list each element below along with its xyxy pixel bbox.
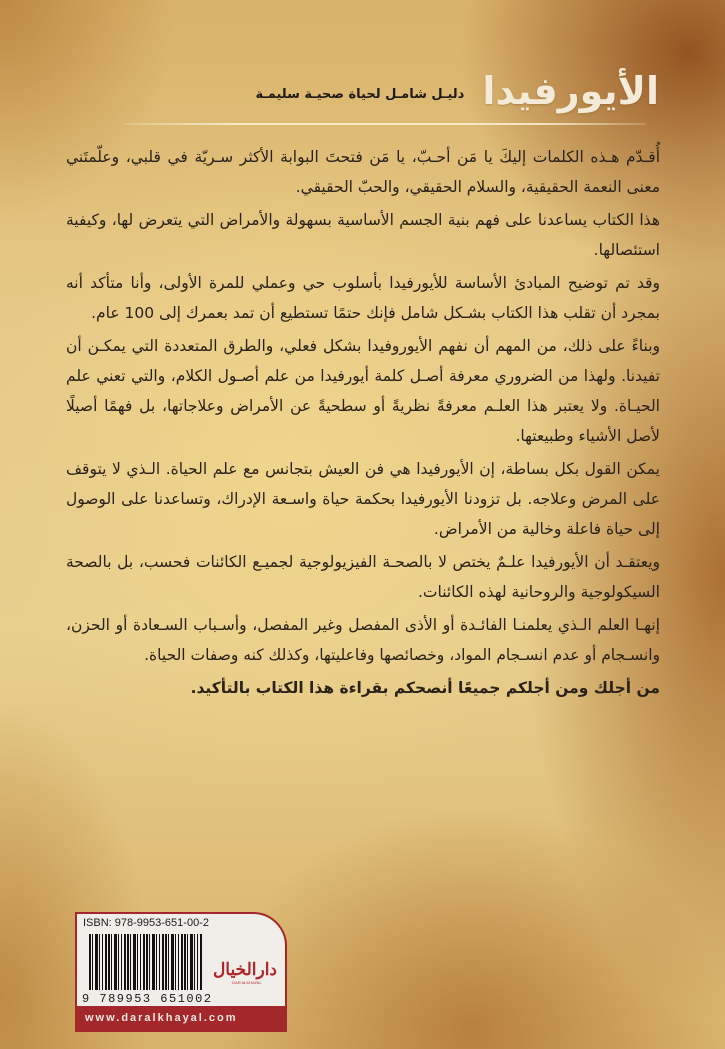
paragraph: وقد تم توضيح المبادئ الأساسة للأيورفيدا بأسلوب حي وعملي للمرة الأولى، وأنا متأكد أنه بمجرد أن تقلب هذا الكتاب بشـكل شامل فإنك حتمًا تستطيع أن تمد بعمرك إلى 100 عام. [66, 274, 660, 322]
paragraph: أُقـدّم هـذه الكلمات إليكَ يا مَن أحـبّ، يا مَن فتحتَ البوابة الأكثر سـريّة في قلبي، وعلّمتَني معنى النعمة الحقيقية، والسلام الحقيقي، والحبّ الحقيقي. [66, 148, 660, 196]
paragraph: ويعتقـد أن الأيورفيدا علـمٌ يختص لا بالصحـة الفيزيولوجية لجميـع الكائنات فحسب، بل بالصحة السيكولوجية والروحانية لهذه الكائنات. [66, 553, 660, 601]
blurb-text [66, 142, 660, 706]
publisher-logo-tagline: DAR ALKHAYAL [232, 980, 262, 985]
header [60, 66, 659, 116]
publisher-url-bar [77, 1006, 285, 1030]
book-title: الأيورفيدا [482, 69, 659, 113]
paragraph: وبناءً على ذلك، من المهم أن نفهم الأيوروفيدا بشكل فعلي، والطرق المتعددة التي يمكـن أن تفيدنا. ولهذا من الضروري معرفة أصـل كلمة أيورفيدا من علم أصـول الكلام، والتي تعني علم الحيـاة. ولا يعتبر هذا العلـم معرفةً نظريةً أو سطحيةً عن الأمراض وعلاجاتها، بل فهمًا أصيلًا لأصل الأشياء وطبيعتها. [66, 337, 660, 445]
publisher-logo-text: دارالخيال [212, 960, 277, 980]
header-divider [125, 123, 645, 125]
barcode-digits: 9 789953 651002 [82, 992, 213, 1006]
book-subtitle: دليـل شامـل لحياة صحيـة سليمـة [255, 86, 465, 102]
closing-statement: من أجلك ومن أجلكم جميعًا أنصحكم بقراءة هذا الكتاب بالتأكيد. [190, 679, 660, 697]
barcode-label [75, 912, 287, 1032]
publisher-url: www.daralkhayal.com [85, 1012, 238, 1024]
barcode-icon [89, 934, 203, 990]
publisher-logo [212, 960, 277, 985]
paragraph: إنهـا العلم الـذي يعلمنـا الفائـدة أو الأذى المفصل وغير المفصل، وأسـباب السـعادة أو الحزن، وانسـجام أو عدم انسـجام المواد، وخصائصها وفاعليتها، وكذلك كنه وصفات الحياة. [66, 616, 660, 664]
paragraph: يمكن القول بكل بساطة، إن الأيورفيدا هي فن العيش بتجانس مع علم الحياة. الـذي لا يتوقف على المرض وعلاجه. بل تزودنا الأيورفيدا بحكمة حياة واسـعة الإدراك، وتساعدنا على الوصول إلى حياة فاعلة وخالية من الأمراض. [66, 460, 660, 538]
isbn-text: ISBN: 978-9953-651-00-2 [83, 917, 209, 929]
paragraph: هذا الكتاب يساعدنا على فهم بنية الجسم الأساسية بسهولة والأمراض التي يتعرض لها، وكيفية استئصالها. [66, 211, 660, 259]
